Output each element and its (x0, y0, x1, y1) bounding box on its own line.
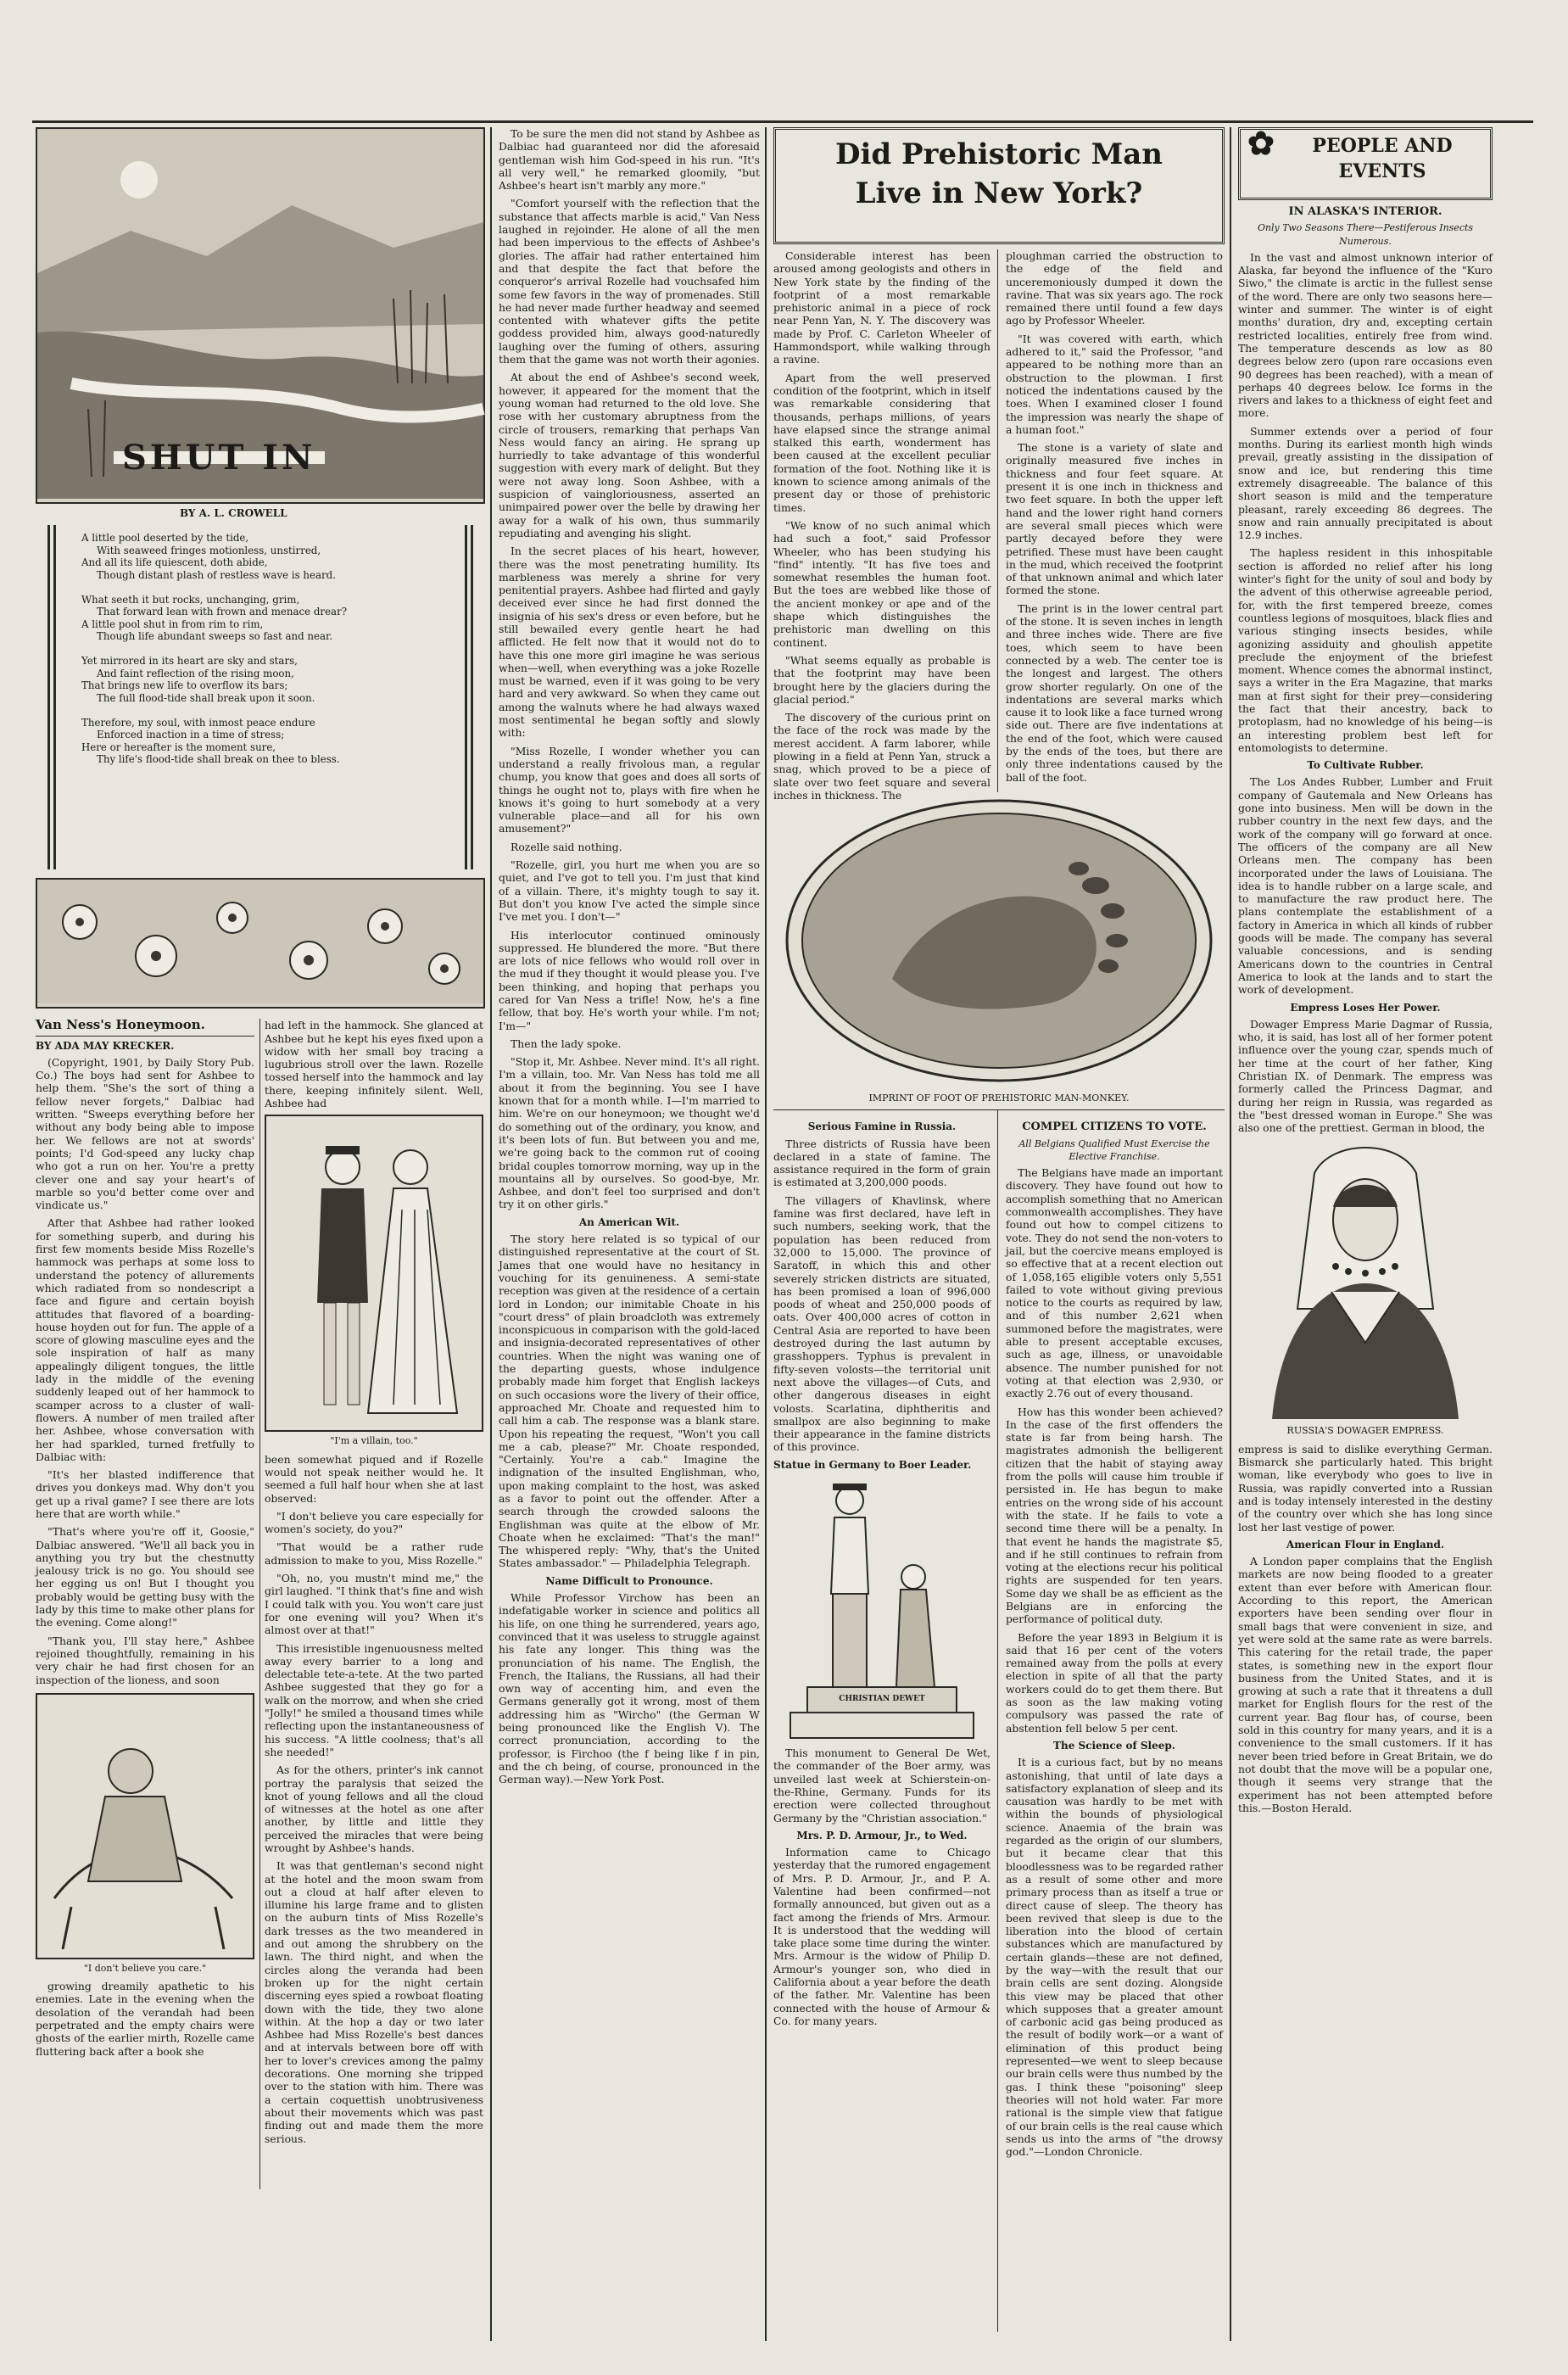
story-paragraph: "Oh, no, you mustn't mind me," the girl laughed. "I think that's fine and wish I could talk with you. You won't care just for one evening will you? When it's almost over at that!" (265, 1572, 483, 1637)
famine-paragraph: Three districts of Russia have been declared in a state of famine. The assistance required in the form of grain is estimated at 3,200,000 poods. (773, 1137, 990, 1189)
lower-right (1006, 1115, 1223, 2328)
story-paragraph: "Stop it, Mr. Ashbee. Never mind. It's all right. I'm a villain, too. Mr. Van Ness has told me all about it from the beginning. You see I have known that for a month while. I—I'm married to him. We're on our honeymoon; we thought we'd do something out of the ordinary, you know, and it's been lots of fun. But between you and me, we're going back to the common rut of cooing bridal couples tomorrow morning, way up in the mountains all by ourselves. So good-bye, Mr. Ashbee, and don't feel too surprised and don't try it on other girls." (499, 1055, 760, 1211)
story-paragraph: Considerable interest has been aroused among geologists and others in New York state by the finding of the footprint of a most remarkable prehistoric animal in a piece of rock near Penn Yan, N. Y. The discovery was made by Prof. C. Carleton Wheeler of Hammondsport, while walking through a ravine. (773, 249, 990, 366)
alaska-paragraph: In the vast and almost unknown interior of Alaska, far beyond the influence of the "Kuro Siwo," the climate is arctic in the fullest sense of the word. There are only two seasons here—winter and summer. The winter is of eight months' duration, dry and, excepting certain restricted localities, entirely free from wind. The temperature descends as low as 80 degrees below zero (upon rare occasions even 90 degrees has been reached), with a mean of perhaps 40 degrees below. Ice forms in the rivers and lakes to a thickness of eight feet and more. (1238, 250, 1493, 420)
statue-illustration (773, 1475, 990, 1746)
alaska-heading: IN ALASKA'S INTERIOR. (1288, 205, 1442, 218)
story-right-column (265, 1019, 483, 2189)
story-paragraph: As for the others, printer's ink cannot portray the paralysis that seized the knot of young fellows and all the cloud of witnesses at the hotel as one after another, by little and little they perceived the miracles that were being wrought by Ashbee's hands. (265, 1763, 483, 1854)
lower-divider (997, 1110, 998, 2332)
column-rule-1 (490, 127, 492, 2341)
story-paragraph: This irresistible ingenuousness melted away every barrier to a long and delectable tete-a-tete. At the two parted Ashbee suggested that they go for a walk on the morrow, and when she cried "Jolly!" he smiled a thousand times while reflecting upon the instantaneousness of his success. "A little coolness; that's all she needed!" (265, 1641, 483, 1758)
story-paragraph: Rozelle said nothing. (511, 840, 622, 853)
column-rule-3 (1230, 127, 1231, 2341)
poem-line: Thy life's flood-tide shall break on thee to bless. (97, 753, 340, 766)
story-divider (259, 1019, 260, 2189)
story-paragraph: "I don't believe you care especially for women's society, do you?" (265, 1509, 483, 1536)
prehistoric-story (773, 249, 1225, 802)
rubber-paragraph: The Los Andes Rubber, Lumber and Fruit company of Gautemala and New Orleans has gone into business. Men will be down in the rubber country in the next few days, and the work of the company will go forward at once. The officers of the company are all New Orleans men. The company has been incorporated under the laws of Louisiana. The idea is to handle rubber on a large scale, and to manufacture the raw product here. The plans contemplate the establishment of a factory in America in which all kinds of rubber goods will be made. The company has several valuable concessions, and is sending Americans down to the countries in Central America to look at the lands and to start the work of development. (1238, 775, 1493, 997)
story-paragraph: "Miss Rozelle, I wonder whether you can understand a really frivolous man, a regular chump, you know that goes and does all sorts of things he ought not to, plays with fire when he knows it's going to hurt somebody at a very vulnerable place—and all for his own amusement?" (499, 744, 760, 835)
story-paragraph: In the secret places of his heart, however, there was the most penetrating humility. Its marbleness was merely a shrine for very penitential prayers. Ashbee had flirted and gayly deceived ever since he had first donned the insignia of his sex's dress or even before, but he still bewailed every gentle heart he had afflicted. He felt now that it would not do to have this one more girl imagine he was serious when—well, when everything was a joke Rozelle must be warned, even if it was going to be very hard and very awkward. So when they came out among the walnuts where he had always waxed most sentimental he began softly and slowly with: (499, 545, 760, 740)
story-paragraph: To be sure the men did not stand by Ashbee as Dalbiac had guaranteed nor did the aforesaid gentleman wish him God-speed in his run. "It's all very well," he remarked gloomily, "but Ashbee's heart isn't marbly any more." (499, 127, 760, 193)
story-paragraph: The print is in the lower central part of the stone. It is seven inches in length and three inches wide. There are five toes, which seem to have been connected by a web. The center toe is the longest and largest. The others grow shorter regularly. On one of the indentations are several marks which cause it to look like a face turned wrong side out. There are five indentations at the end of the foot, which were caused by the ends of the toes, but there are only three indentations caused by the ball of the foot. (1006, 601, 1223, 784)
story-byline: BY ADA MAY KRECKER. (36, 1039, 175, 1052)
story-paragraph: "Rozelle, girl, you hurt me when you are so quiet, and I've got to tell you. I'm just that kind of a villain. There, it's mighty tough to say it. But don't you know I've acted the simple since I've met you. I don't—" (499, 858, 760, 924)
poem-line: And faint reflection of the rising moon, (97, 667, 294, 679)
story-paragraph: growing dreamily apathetic to his enemies. Late in the evening when the desolation of the verandah had been perpetrated and the empty chairs were ghosts of the earlier mirth, Rozelle came fluttering back after a book she (36, 1980, 254, 2058)
alaska-subheading: Only Two Seasons There—Pestiferous Insects Numerous. (1257, 222, 1474, 247)
story-paragraph: "It was covered with earth, which adhered to it," said the Professor, "and appeared to be nothing more than an obstruction to the plowman. I first noticed the indentations caused by the toes. When I examined closer I found the impression was nearly the shape of a human foot." (1006, 332, 1223, 436)
story-paragraph: "Thank you, I'll stay here," Ashbee rejoined thoughtfully, remaining in his very chair he had first chosen for an inspection of the lioness, and soon (36, 1634, 254, 1686)
flour-paragraph: A London paper complains that the English markets are now being flooded to a greater extent than ever before with American flour. According to this report, the American exporters have been sending over flour in small bags that were convenient in size, and yet were sold at the same rate as were barrels. This catering for the retail trade, the paper states, is something new in the export flour business from the United States, and it is growing at such a rate that it threatens a dull market for English flours for the rest of the current year. Bag flour has, of course, been sold in this country for many years, and it is a convenience to the small customers. If it has never been tried before in Great Britain, we do not doubt that the move will be a popular one, though it seems very strange that the experiment has not been attempted before this.—Boston Herald. (1238, 1555, 1493, 1814)
sleep-heading: The Science of Sleep. (1053, 1739, 1175, 1752)
flowers-illustration (36, 878, 485, 1009)
flowers-icon (37, 880, 483, 1003)
story-paragraph: "Comfort yourself with the reflection that the substance that affects marble is acid," Van Ness laughed in rejoinder. He alone of all the men had been impervious to the effects of Ashbee's glories. The affair had rather entertained him and that despite the fact that before the conqueror's arrival Rozelle had vouchsafed him some few favors in the way of promenades. Still he had never made further headway and seemed contented with whatever gifts the petite goddess provided him, always good-naturedly laughing over the fuming of others, assuring them that the game was not worth their agonies. (499, 197, 760, 366)
story-paragraph: "It's her blasted indifference that drives you donkeys mad. Why don't you get up a rival game? I see there are lots here that are worth while." (36, 1468, 254, 1520)
wit-paragraph: The story here related is so typical of our distinguished representative at the court of St. James that one would have no hesitancy in vouching for its genuineness. A semi-state reception was given at the residence of a certain lord in London; our inimitable Choate in his "court dress" of plain broadcloth was extremely inconspicuous in comparison with the gold-laced and insignia-decorated representatives of other countries. When the night was waning one of the departing guests, whose indulgence probably made him forget that English lackeys on such occasions wore the livery of their office, approached Mr. Choate and requested him to call him a cab. The response was a blank stare. Upon his repeating the request, "Won't you call me a cab, please?" Mr. Choate responded, "Certainly. You're a cab." Imagine the indignation of the insulted Englishman, who, upon making complaint to the host, was asked as a favor to point out the offender. After a search through the crowded saloons the Englishman was quite at the elbow of Mr. Choate when he exclaimed: "That's the man!" The whispered reply: "Why, that's the United States ambassador." — Philadelphia Telegraph. (499, 1232, 760, 1570)
poem-line: What seeth it but rocks, unchanging, grim, (81, 593, 300, 606)
name-paragraph: While Professor Virchow has been an indefatigable worker in science and politics all his life, on one thing he surrendered, years ago, convinced that it was useless to struggle against his fate any longer. This thing was the pronunciation of his name. The English, the French, the Italians, the Russians, all had their own way of accenting him, and even the Germans generally got it wrong, most of them addressing him as "Wircho" (the German W being pronounced like the English V). The correct pronunciation, according to the professor, is Firchoo (the f being like f in pin, and the ch being, of course, pronounced in the German way).—New York Post. (499, 1591, 760, 1786)
poem-line: Yet mirrored in its heart are sky and stars, (81, 655, 298, 668)
poem-line: Though life abundant sweeps so fast and near. (97, 630, 333, 643)
story-paragraph: At about the end of Ashbee's second week, however, it appeared for the moment that the young woman had returned to the old love. She rose with her customary abruptness from the circle of trousers, remarking that perhaps Van Ness would fancy an airing. He sprang up hurriedly to take advantage of this wonderful suggestion with every mark of delight. But they were not away long. Soon Ashbee, with a suspicion of vaingloriousness, asserted an unimpaired power over the belle by drawing her away for a walk of his own, thus summarily repudiating and avenging his slight. (499, 371, 760, 539)
story-paragraph: His interlocutor continued ominously suppressed. He blundered the more. "But there are lots of nice fellows who would roll over in the mud if they thought it would please you. I've been thinking, and hoping that perhaps you cared for Van Ness a trifle! Now, he's a fine fellow, that boy. He's worth your while. I'm not; I'm—" (499, 928, 760, 1032)
hammock-illustration (36, 1693, 254, 1959)
empress-portrait (1238, 1139, 1493, 1419)
name-heading: Name Difficult to Pronounce. (545, 1574, 713, 1587)
poem-line: Therefore, my soul, with inmost peace endure (81, 716, 315, 729)
prehistoric-headline-1: Did Prehistoric Man (834, 137, 1163, 171)
couple-icon (266, 1116, 482, 1427)
story-paragraph: been somewhat piqued and if Rozelle would not speak neither would he. It seemed a full half hour when she at last observed: (265, 1452, 483, 1505)
lower-section (773, 1109, 1225, 2335)
portrait-caption: RUSSIA'S DOWAGER EMPRESS. (1286, 1425, 1444, 1437)
prehistoric-right (1006, 249, 1223, 792)
shut-in-byline: BY A. L. CROWELL (180, 507, 287, 519)
flour-heading: American Flour in England. (1286, 1538, 1445, 1551)
hammock-woman-icon (37, 1695, 253, 1954)
story-paragraph: "What seems equally as probable is that the footprint may have been brought here by the glaciers during the glacial period." (773, 653, 990, 706)
poem-frame (47, 525, 473, 869)
poem-line: With seaweed fringes motionless, unstirred, (97, 544, 321, 556)
people-events-title-2: EVENTS (1338, 160, 1426, 182)
empress-paragraph: empress is said to dislike everything German. Bismarck she particularly hated. This bright woman, like everybody who goes to live in Russia, was rapidly converted into a Russian and is today intensely interested in the destiny of the country over which she has long since lost her last vestige of power. (1238, 1442, 1493, 1534)
column-rule-2 (765, 127, 767, 2341)
poem-line: The full flood-tide shall break upon it soon. (97, 691, 315, 704)
couple-illustration (265, 1115, 483, 1432)
statue-heading: Statue in Germany to Boer Leader. (773, 1458, 972, 1471)
story-paragraph: "We know of no such animal which had such a foot," said Professor Wheeler, who has been studying his "find" intently. "It has five toes and somewhat resembles the human foot. But the toes are webbed like those of the ancient monkey or ape and of the shape which distinguishes the prehistoric man dwelling on this continent. (773, 518, 990, 649)
story-paragraph: Apart from the well preserved condition of the footprint, which in itself was remarkable considering that thousands, perhaps millions, of years have elapsed since the strange animal stalked this earth, wonderment has been caused at the excellent peculiar formation of the foot. Nothing like it is known to science among animals of the present day or those of prehistoric times. (773, 371, 990, 514)
poem-line: Though distant plash of restless wave is heard. (97, 568, 336, 581)
column-2 (499, 127, 760, 2341)
poem-line: Enforced inaction in a time of stress; (97, 729, 285, 741)
alaska-paragraph: Summer extends over a period of four months. During its earliest month high winds prevail, greatly assisting in the dissipation of snow and ice, but rendering this time extremely disagreeable. The balance of this short season is mild and the temperature pleasant, rarely exceeding 86 degrees. The snow and rain annually precipitated is about 12.9 inches. (1238, 424, 1493, 542)
story-paragraph: Then the lady spoke. (511, 1037, 622, 1050)
story-paragraph: The stone is a variety of slate and originally measured five inches in thickness and four feet square. At present it is one inch in thickness and two feet square. In both the upper left hand and the lower right hand corners are several small pieces which were partly decayed before they were petrified. These must have been caught in the mud, which received the footprint of that unknown animal and which later formed the stone. (1006, 441, 1223, 597)
footprint-caption: IMPRINT OF FOOT OF PREHISTORIC MAN-MONKEY. (868, 1092, 1130, 1104)
story-paragraph: "That would be a rather rude admission to make to you, Miss Rozelle." (265, 1540, 483, 1567)
sleep-paragraph: It is a curious fact, but by no means astonishing, that until of late days a satisfactory explanation of sleep and its causation was hardly to be met with within the bounds of physiological science. Anaemia of the brain was regarded as the origin of our slumbers, but it became clear that this bloodlessness was to be regarded rather as a result of some other and more primary process than as itself a true or direct cause of sleep. The theory has been revived that sleep is due to the liberation into the blood of certain substances which are manufactured by certain glands—these are not defined, by the way—with the result that our brain cells are sent dozing. Alongside this view may be placed that other which supposes that a greater amount of carbonic acid gas being produced as the result of bodily work—or a want of elimination of this product being represented—we went to sleep because our brain cells were thus numbed by the gas. I think these "poisoning" sleep theories will not hold water. Far more rational is the simple view that fatigue of our brain cells is the real cause which sends us into the arms of "the drowsy god."—London Chronicle. (1006, 1756, 1223, 2159)
statue-label: CHRISTIAN DEWET (839, 1695, 925, 1704)
rubber-heading: To Cultivate Rubber. (1307, 759, 1424, 772)
lower-left (773, 1115, 990, 2328)
famine-paragraph: The villagers of Khavlinsk, where famine was first declared, have left in such numbers, seeking work, that the population has been reduced from 32,000 to 15,000. The province of Saratoff, in which this and other severely stricken districts are situated, has been promised a loan of 996,000 poods of wheat and 250,000 poods of oats. Over 400,000 acres of cotton in Central Asia are reported to have been destroyed during the last autumn by grasshoppers. Typhus is prevalent in fifty-seven volosts—the territorial unit next above the villages—of Cuts, and other dangerous diseases in eight volosts. Scarlatina, diphtheritis and smallpox are also beginning to make their appearance in the famine districts of this province. (773, 1193, 990, 1454)
empress-paragraph: Dowager Empress Marie Dagmar of Russia, who, it is said, has lost all of her former potent influence over the young czar, spends much of her time at the court of her father, King Christian IX. of Denmark. The empress was formerly called the Princess Dagmar, and during her reign in Russia, was regarded as the "best dressed woman in Europe." She was also one of the prettiest. German in blood, the (1238, 1017, 1493, 1135)
poem-line: And all its life quiescent, doth abide, (81, 556, 268, 569)
prehistoric-headline-2: Live in New York? (855, 176, 1143, 210)
people-events-header (1238, 124, 1493, 200)
top-rule (32, 120, 1533, 123)
newspaper-page (32, 124, 1533, 2341)
prehistoric-divider (997, 249, 998, 792)
vote-heading: COMPEL CITIZENS TO VOTE. (1022, 1120, 1207, 1134)
story-paragraph: "That's where you're off it, Goosie," Dalbiac answered. "We'll all back you in anything you try but the chestnutty jealousy trick is no go. You should see her egging us on! But I thought you probably would be getting busy with the lady by this time to make other plans for the evening. Come along!" (36, 1525, 254, 1629)
vote-paragraph: How has this wonder been achieved? In the case of the first offenders the state is far from being harsh. The magistrates admonish the belligerent citizen that the habit of staying away from the polls will cause him trouble if persisted in. He has begun to make entries on the wrong side of his account with the state. If he fails to vote a second time there will be a penalty. In that event he hands the magistrate $5, and if he still continues to refrain from voting at the elections recur his political rights are suspended for ten years. Some day we shall be as efficient as the Belgians are in enforcing the performance of political duty. (1006, 1405, 1223, 1626)
poem-line: Here or hereafter is the moment sure, (81, 740, 276, 753)
armour-paragraph: Information came to Chicago yesterday that the rumored engagement of Mrs. P. D. Armour, Jr., and P. A. Valentine had been confirmed—not formally announced, but given out as a fact among the friends of Mrs. Armour. It is understood that the wedding will take place some time during the winter. Mrs. Armour is the widow of Philip D. Armour's younger son, who died in California about a year before the death of the father. Mr. Valentine has been connected with the house of Armour & Co. for many years. (773, 1846, 990, 2027)
story-paragraph: The discovery of the curious print on the face of the rock was made by the merest accident. A farm laborer, while plowing in a field at Penn Yan, struck a snag, which proved to be a piece of slate over two feet square and several inches in thickness. The (773, 711, 990, 802)
armour-heading: Mrs. P. D. Armour, Jr., to Wed. (796, 1829, 968, 1841)
people-events-title-1: PEOPLE AND (1312, 135, 1453, 157)
story-paragraph: had left in the hammock. She glanced at Ashbee but he kept his eyes fixed upon a widow with her small boy tracing a lugubrious stroll over the lawn. Rozelle tossed herself into the hammock and lay there, keeping infinitely silent. Well, Ashbee had (265, 1019, 483, 1110)
hammock-caption: "I don't believe you care." (83, 1962, 207, 1974)
flower-icon: ✿ (1247, 124, 1275, 162)
story-paragraph: ploughman carried the obstruction to the edge of the field and unceremoniously dumped it down the ravine. That was six years ago. The rock remained there until found a few days ago by Professor Wheeler. (1006, 249, 1223, 327)
story-paragraph: (Copyright, 1901, by Daily Story Pub. Co.) The boys had sent for Ashbee to help them. "She's the sort of thing a fellow never forgets," Dalbiac had written. "Sweeps everything before her without any body being able to impose her. We fellows are not at swords' points; I'd God-speed any lucky chap who got a run on her. You're a pretty clever one and say your heart's of marble so you'd better come over and vindicate us." (36, 1055, 254, 1212)
empress-heading: Empress Loses Her Power. (1290, 1001, 1441, 1014)
shut-in-illustration (36, 127, 485, 504)
story-paragraph: It was that gentleman's second night at the hotel and the moon swam from out a cloud at half after eleven to illumine his large frame and to glisten on the auburn tints of Miss Rozelle's dark tresses as the two meandered in and out among the shrubbery on the lawn. The third night, and when the circles along the veranda had been broken up for the night certain discerning eyes spied a rowboat floating down with the tide, they two alone within. At the hop a day or two later Ashbee had Miss Rozelle's best dances and at intervals between bore off with her to lover's crevices among the palmy decorations. One morning she tripped over to the station with him. There was a certain coquettish unobtrusiveness about their movements which was past finding out and made them the more serious. (265, 1859, 483, 2145)
vote-paragraph: The Belgians have made an important discovery. They have found out how to accomplish something that no American commonwealth accomplishes. They have found out how to compel citizens to vote. They do not send the non-voters to jail, but the coercive means employed is so effective that at a recent election out of 1,058,165 eligible voters only 5,551 failed to vote without giving previous notice to the courts as required by law, and of this number 2,621 when summoned before the magistrates, were able to present acceptable excuses, such as age, illness, or unavoidable absence. The number punished for not voting at that election was 2,930, or exactly 2.76 out of every thousand. (1006, 1166, 1223, 1400)
couple-caption: "I'm a villain, too." (330, 1435, 418, 1447)
wit-heading: An American Wit. (578, 1215, 680, 1228)
footprint-illustration (773, 792, 1225, 1089)
alaska-paragraph: The hapless resident in this inhospitable section is afforded no relief after his long winter's fight for the unity of soul and body by the advent of this otherwise agreeable period, for, with the first tempered breeze, comes countless legions of mosquitoes, black flies and various stinging insects besides, while agonizing assiduity and ghoulish appetite preclude the enjoyment of the briefest moment. Whence comes the abnormal instinct, says a writer in the Era Magazine, that marks man at first sight for their prey—considering the fact that their ancestry, back to protoplasm, had no knowledge of his being—is an interesting problem best left for entomologists to determine. (1238, 546, 1493, 754)
shut-in-title: SHUT IN (114, 451, 325, 464)
vote-subheading: All Belgians Qualified Must Exercise the Elective Franchise. (1018, 1137, 1210, 1162)
story-left-column (36, 1019, 254, 2189)
statue-paragraph: This monument to General De Wet, the commander of the Boer army, was unveiled last week at Schierstein-on-the-Rhine, Germany. Funds for its erection were collected throughout Germany by the "Christian association." (773, 1746, 990, 1825)
vote-paragraph: Before the year 1893 in Belgium it is said that 16 per cent of the voters remained away from the polls at every election in spite of all that the party workers could do to get them there. But as soon as the law making voting compulsory was passed the rate of abstention fell below 5 per cent. (1006, 1630, 1223, 1735)
footprint-stone-icon (773, 792, 1225, 1089)
prehistoric-left (773, 249, 990, 802)
poem-line: That brings new life to overflow its bars; (81, 679, 288, 692)
column-3 (773, 127, 1225, 2341)
poem (81, 532, 439, 766)
column-4 (1238, 124, 1493, 2341)
poem-line: A little pool shut in from rim to rim, (81, 618, 264, 630)
famine-heading: Serious Famine in Russia. (807, 1120, 957, 1133)
portrait-icon (1238, 1139, 1493, 1419)
poem-line: A little pool deserted by the tide, (81, 532, 249, 545)
story-section (36, 1019, 485, 2189)
poem-line: That forward lean with frown and menace drear? (97, 606, 348, 618)
column-1 (36, 127, 485, 2341)
story-paragraph: After that Ashbee had rather looked for something superb, and during his first few moments beside Miss Rozelle's hammock was perhaps at some loss to understand the potency of allurements which radiated from so nondescript a face and figure and certain boyish attitudes that flavored of a boarding-house hoyden out for fun. The apple of a score of glowing masculine eyes and the sole inspiration of half as many appealingly diligent tongues, the little lady in the middle of the evening suddenly leaped out of her hammock to scamper across to a cluster of wall-flowers. A number of men trailed after her. Ashbee, whose conversation with her had sparkled, turned fretfully to Dalbiac with: (36, 1216, 254, 1463)
story-title: Van Ness's Honeymoon. (36, 1019, 254, 1036)
prehistoric-headline-box (773, 127, 1225, 244)
